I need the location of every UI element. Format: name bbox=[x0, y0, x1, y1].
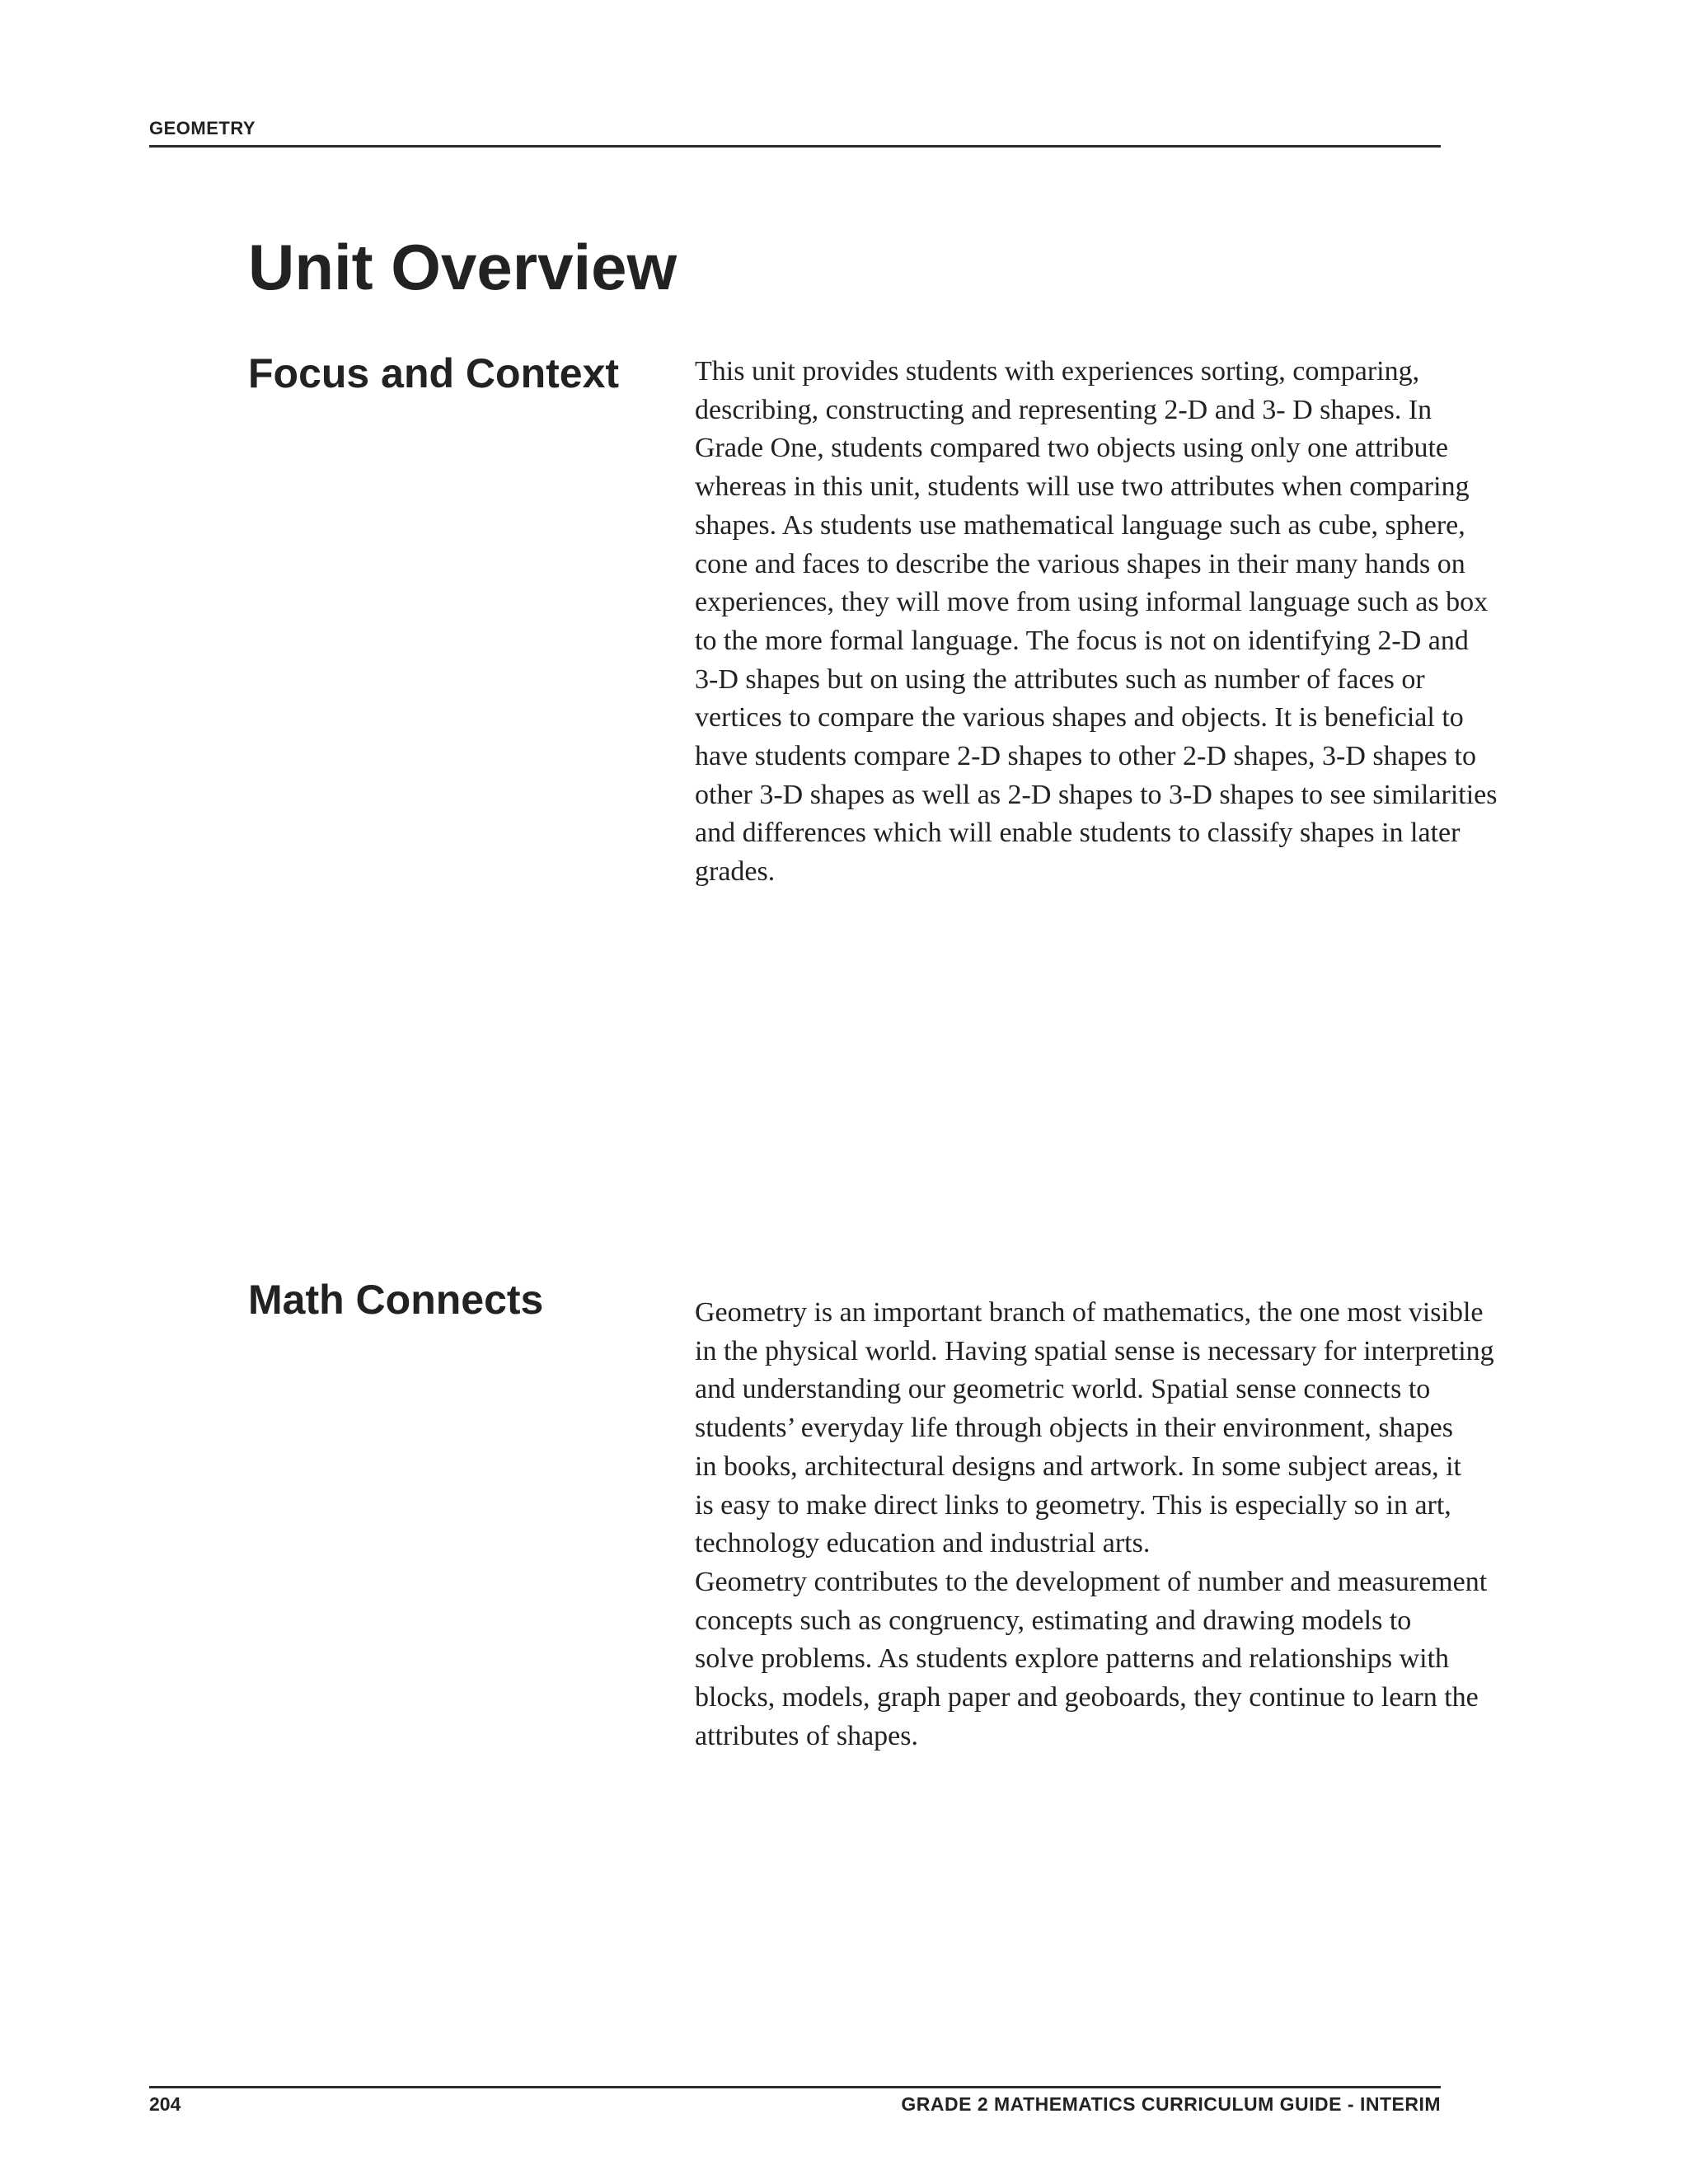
text-line: describing, constructing and representing 2-D and 3- D shapes. In bbox=[695, 394, 1432, 425]
text-line: have students compare 2-D shapes to other 2-D shapes, 3-D shapes to bbox=[695, 741, 1476, 772]
text-line: This unit provides students with experiences sorting, comparing, bbox=[695, 356, 1420, 387]
math-connects-heading: Math Connects bbox=[248, 1277, 544, 1323]
text-line: and differences which will enable students to classify shapes in later bbox=[695, 818, 1461, 849]
text-line: other 3-D shapes as well as 2-D shapes to 3-D shapes to see similarities bbox=[695, 779, 1498, 810]
text-line: blocks, models, graph paper and geoboards, they continue to learn the bbox=[695, 1682, 1479, 1713]
text-line: vertices to compare the various shapes and objects. It is beneficial to bbox=[695, 702, 1464, 733]
page-number: 204 bbox=[149, 2093, 181, 2115]
text-line: grades. bbox=[695, 856, 776, 888]
text-line: solve problems. As students explore patterns and relationships with bbox=[695, 1643, 1450, 1675]
footer-rule bbox=[149, 2086, 1441, 2088]
text-line: attributes of shapes. bbox=[695, 1720, 918, 1751]
text-line: shapes. As students use mathematical language such as cube, sphere, bbox=[695, 509, 1465, 541]
text-line: 3-D shapes but on using the attributes such as number of faces or bbox=[695, 663, 1425, 695]
text-line: experiences, they will move from using informal language such as box bbox=[695, 587, 1489, 618]
text-line: in the physical world. Having spatial sense is necessary for interpreting bbox=[695, 1335, 1494, 1366]
text-line: is easy to make direct links to geometry. This is especially so in art, bbox=[695, 1489, 1451, 1521]
footer-guide-title: GRADE 2 MATHEMATICS CURRICULUM GUIDE - INTERIM bbox=[901, 2093, 1441, 2115]
text-line: Geometry contributes to the development of number and measurement bbox=[695, 1566, 1488, 1597]
text-line: and understanding our geometric world. Spatial sense connects to bbox=[695, 1374, 1431, 1405]
header-rule bbox=[149, 145, 1441, 148]
text-line: in books, architectural designs and artwork. In some subject areas, it bbox=[695, 1451, 1462, 1482]
text-line: concepts such as congruency, estimating and drawing models to bbox=[695, 1605, 1412, 1636]
focus-and-context-heading: Focus and Context bbox=[248, 350, 620, 396]
page-title: Unit Overview bbox=[248, 231, 678, 303]
focus-and-context-text bbox=[695, 353, 1536, 892]
text-line: whereas in this unit, students will use two attributes when comparing bbox=[695, 471, 1470, 503]
text-line: to the more formal language. The focus is not on identifying 2-D and bbox=[695, 625, 1469, 656]
math-connects-text bbox=[695, 1294, 1536, 1755]
text-line: cone and faces to describe the various shapes in their many hands on bbox=[695, 548, 1465, 579]
text-line: Geometry is an important branch of mathematics, the one most visible bbox=[695, 1297, 1484, 1328]
text-line: students’ everyday life through objects in their environment, shapes bbox=[695, 1413, 1453, 1444]
text-line: technology education and industrial arts. bbox=[695, 1528, 1151, 1559]
text-line: Grade One, students compared two objects using only one attribute bbox=[695, 433, 1448, 464]
running-head: GEOMETRY bbox=[149, 118, 256, 138]
